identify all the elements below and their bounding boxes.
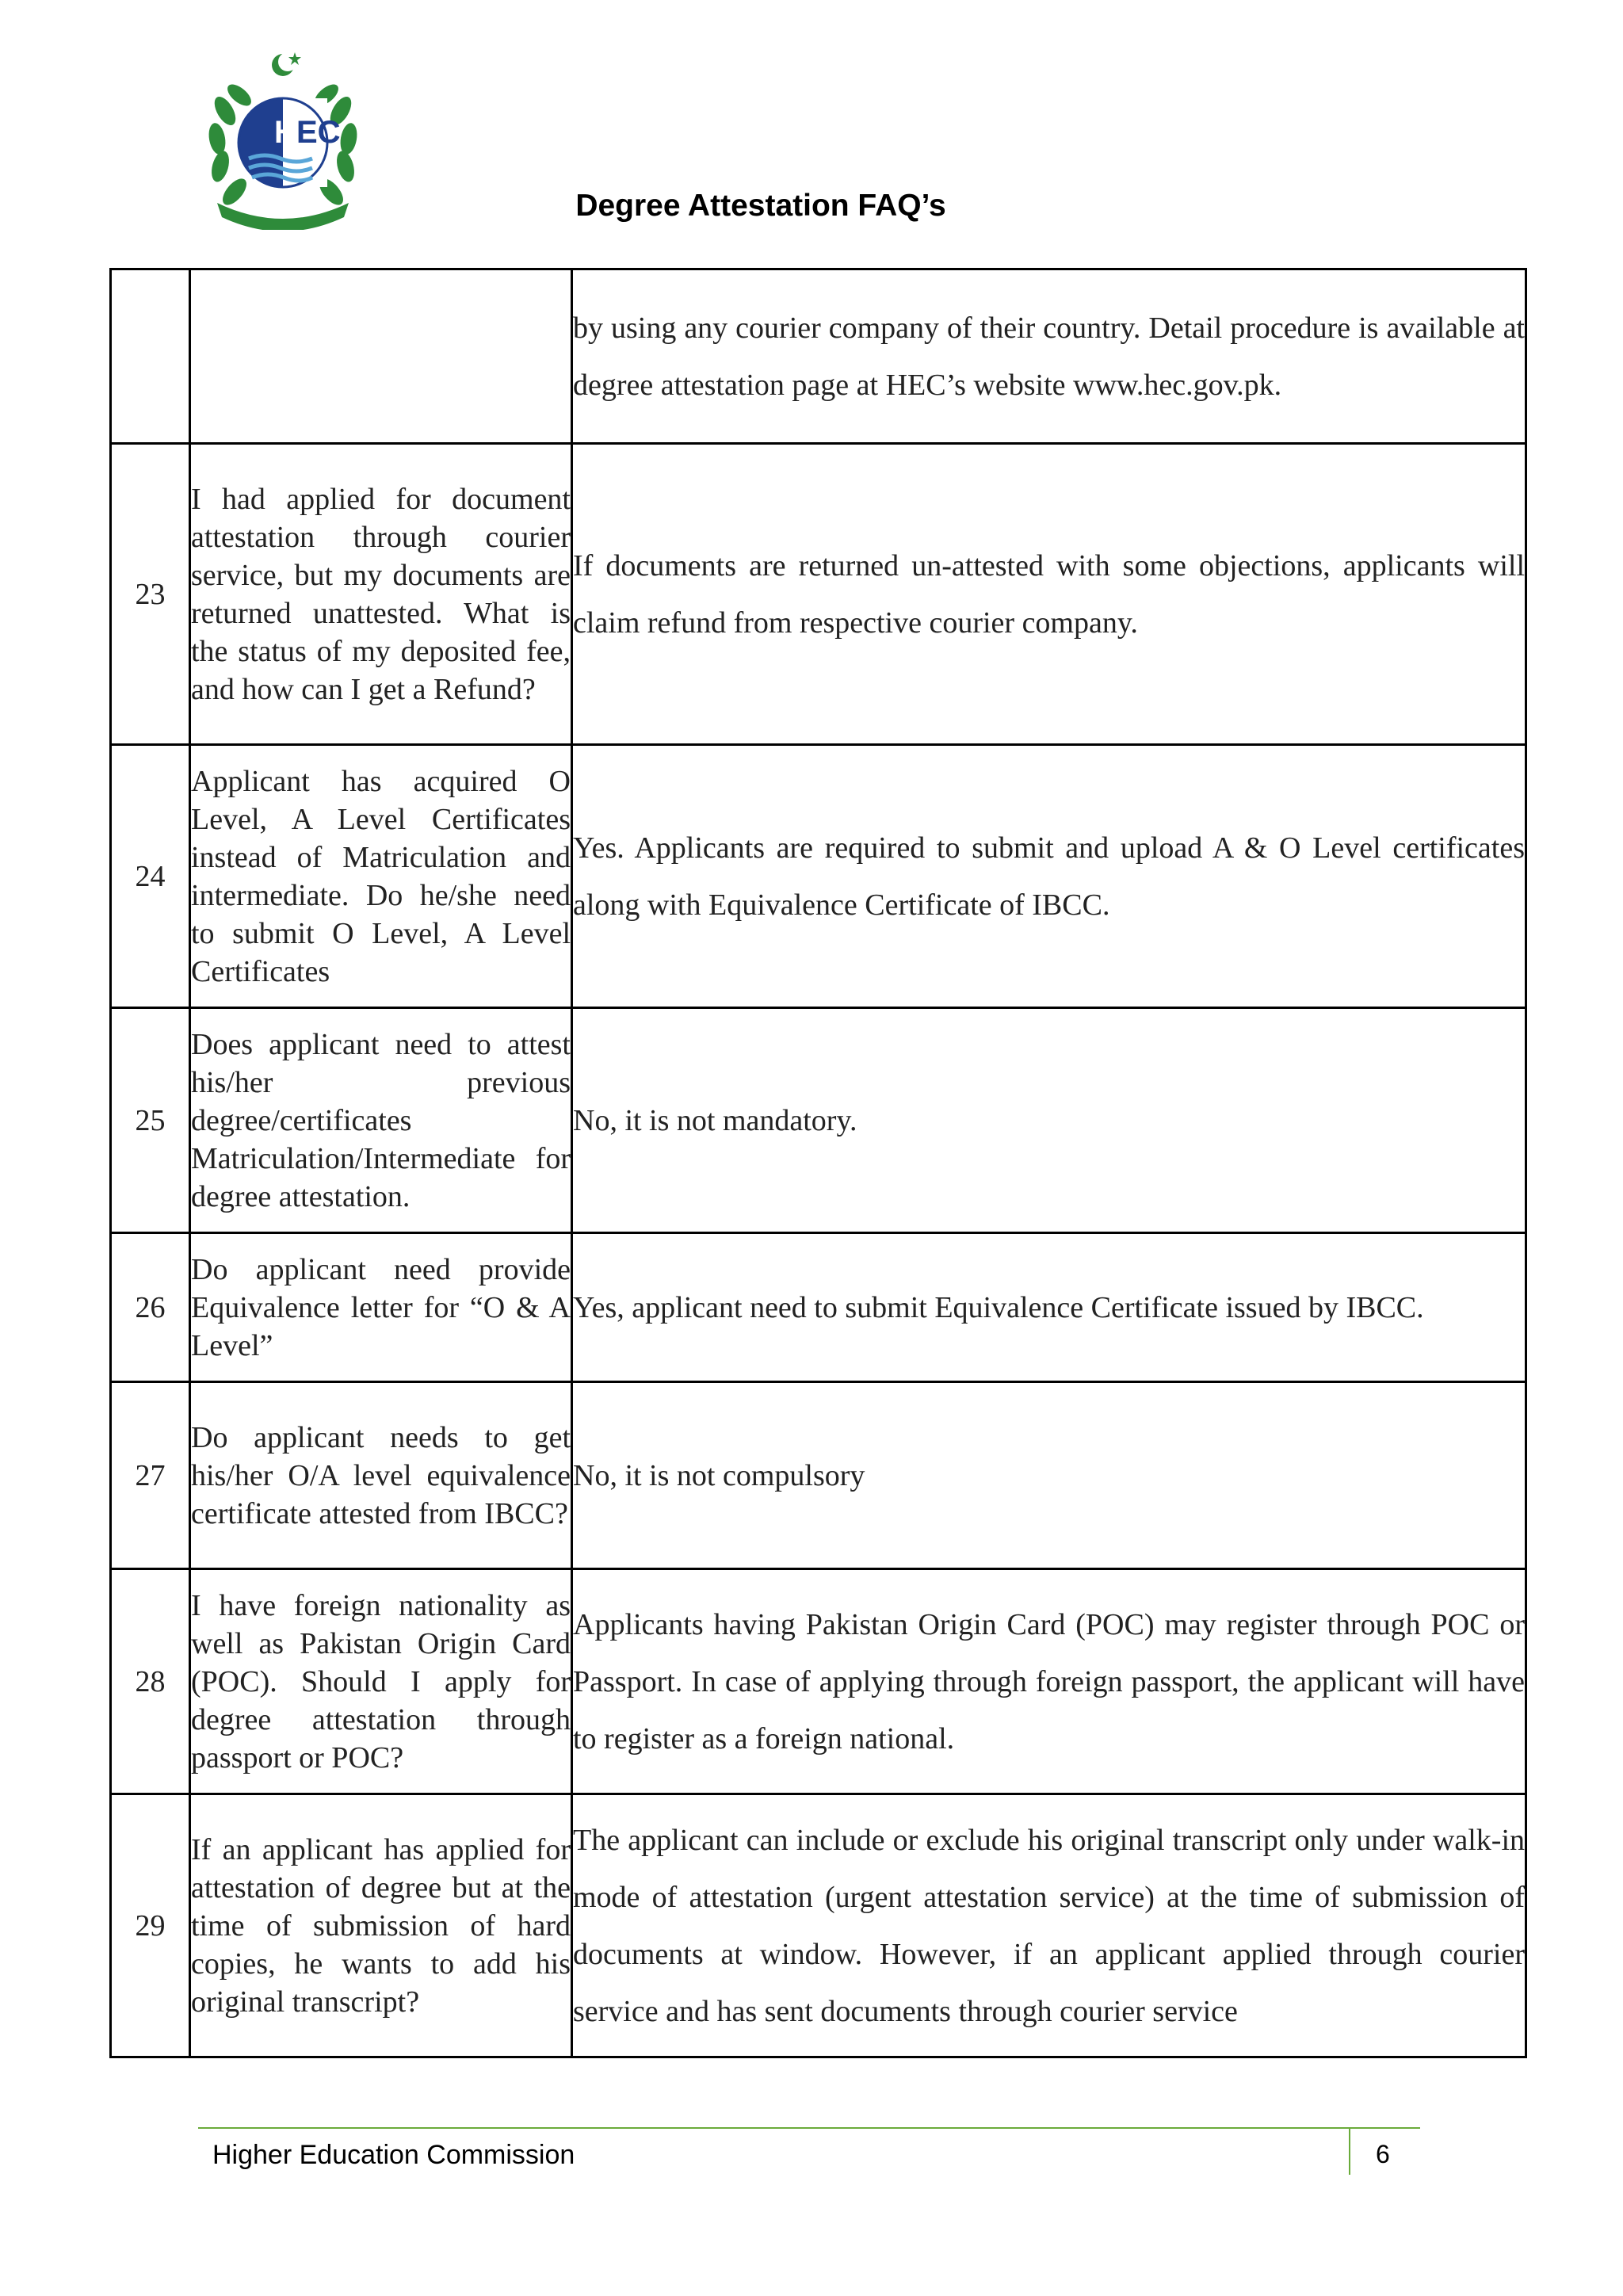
faq-number: 29 [111,1794,190,2057]
faq-number: 28 [111,1569,190,1794]
faq-number: 24 [111,745,190,1008]
faq-question: Do applicant needs to get his/her O/A level equivalence certificate attested from IBCC? [190,1382,572,1569]
faq-number: 27 [111,1382,190,1569]
faq-question: Do applicant need provide Equivalence letter for “O & A Level” [190,1233,572,1382]
faq-question [190,269,572,444]
svg-text:H: H [274,115,297,150]
faq-answer: The applicant can include or exclude his original transcript only under walk-in mode of attestation (urgent attestation service) at the time of submission of documents at window. However, if an applicant applied through courier service and has sent documents through courier service [572,1794,1526,2057]
page-number: 6 [1376,2140,1390,2168]
faq-number: 25 [111,1008,190,1233]
faq-question: Applicant has acquired O Level, A Level Certificates instead of Matriculation and intermediate. Do he/she need to submit O Level, A Level Certificates [190,745,572,1008]
faq-answer: If documents are returned un-attested with some objections, applicants will claim refund from respective courier company. [572,444,1526,745]
table-row [111,1233,1526,1382]
svg-text:EC: EC [296,115,341,150]
table-row [111,1382,1526,1569]
faq-question: Does applicant need to attest his/her previous degree/certificates Matriculation/Intermediate for degree attestation. [190,1008,572,1233]
faq-question: If an applicant has applied for attestation of degree but at the time of submission of hard copies, he wants to add his original transcript? [190,1794,572,2057]
faq-answer: No, it is not mandatory. [572,1008,1526,1233]
page-title: Degree Attestation FAQ’s [575,189,946,223]
faq-number: 26 [111,1233,190,1382]
faq-question: I have foreign nationality as well as Pakistan Origin Card (POC). Should I apply for degree attestation through passport or POC? [190,1569,572,1794]
footer-divider [198,2127,1420,2129]
table-row [111,1569,1526,1794]
table-row [111,1794,1526,2057]
faq-answer: Yes, applicant need to submit Equivalence Certificate issued by IBCC. [572,1233,1526,1382]
table-row [111,745,1526,1008]
faq-table [109,268,1527,2058]
table-row [111,269,1526,444]
faq-answer: No, it is not compulsory [572,1382,1526,1569]
footer-organization: Higher Education Commission [212,2140,575,2170]
table-row [111,1008,1526,1233]
faq-answer: by using any courier company of their country. Detail procedure is available at degree attestation page at HEC’s website www.hec.gov.pk. [572,269,1526,444]
faq-question: I had applied for document attestation through courier service, but my documents are returned unattested. What is the status of my deposited fee, and how can I get a Refund? [190,444,572,745]
footer-separator [1349,2129,1350,2175]
faq-number: 23 [111,444,190,745]
faq-answer: Applicants having Pakistan Origin Card (POC) may register through POC or Passport. In case of applying through foreign passport, the applicant will have to register as a foreign national. [572,1569,1526,1794]
faq-answer: Yes. Applicants are required to submit and upload A & O Level certificates along with Equivalence Certificate of IBCC. [572,745,1526,1008]
faq-number [111,269,190,444]
table-row [111,444,1526,745]
